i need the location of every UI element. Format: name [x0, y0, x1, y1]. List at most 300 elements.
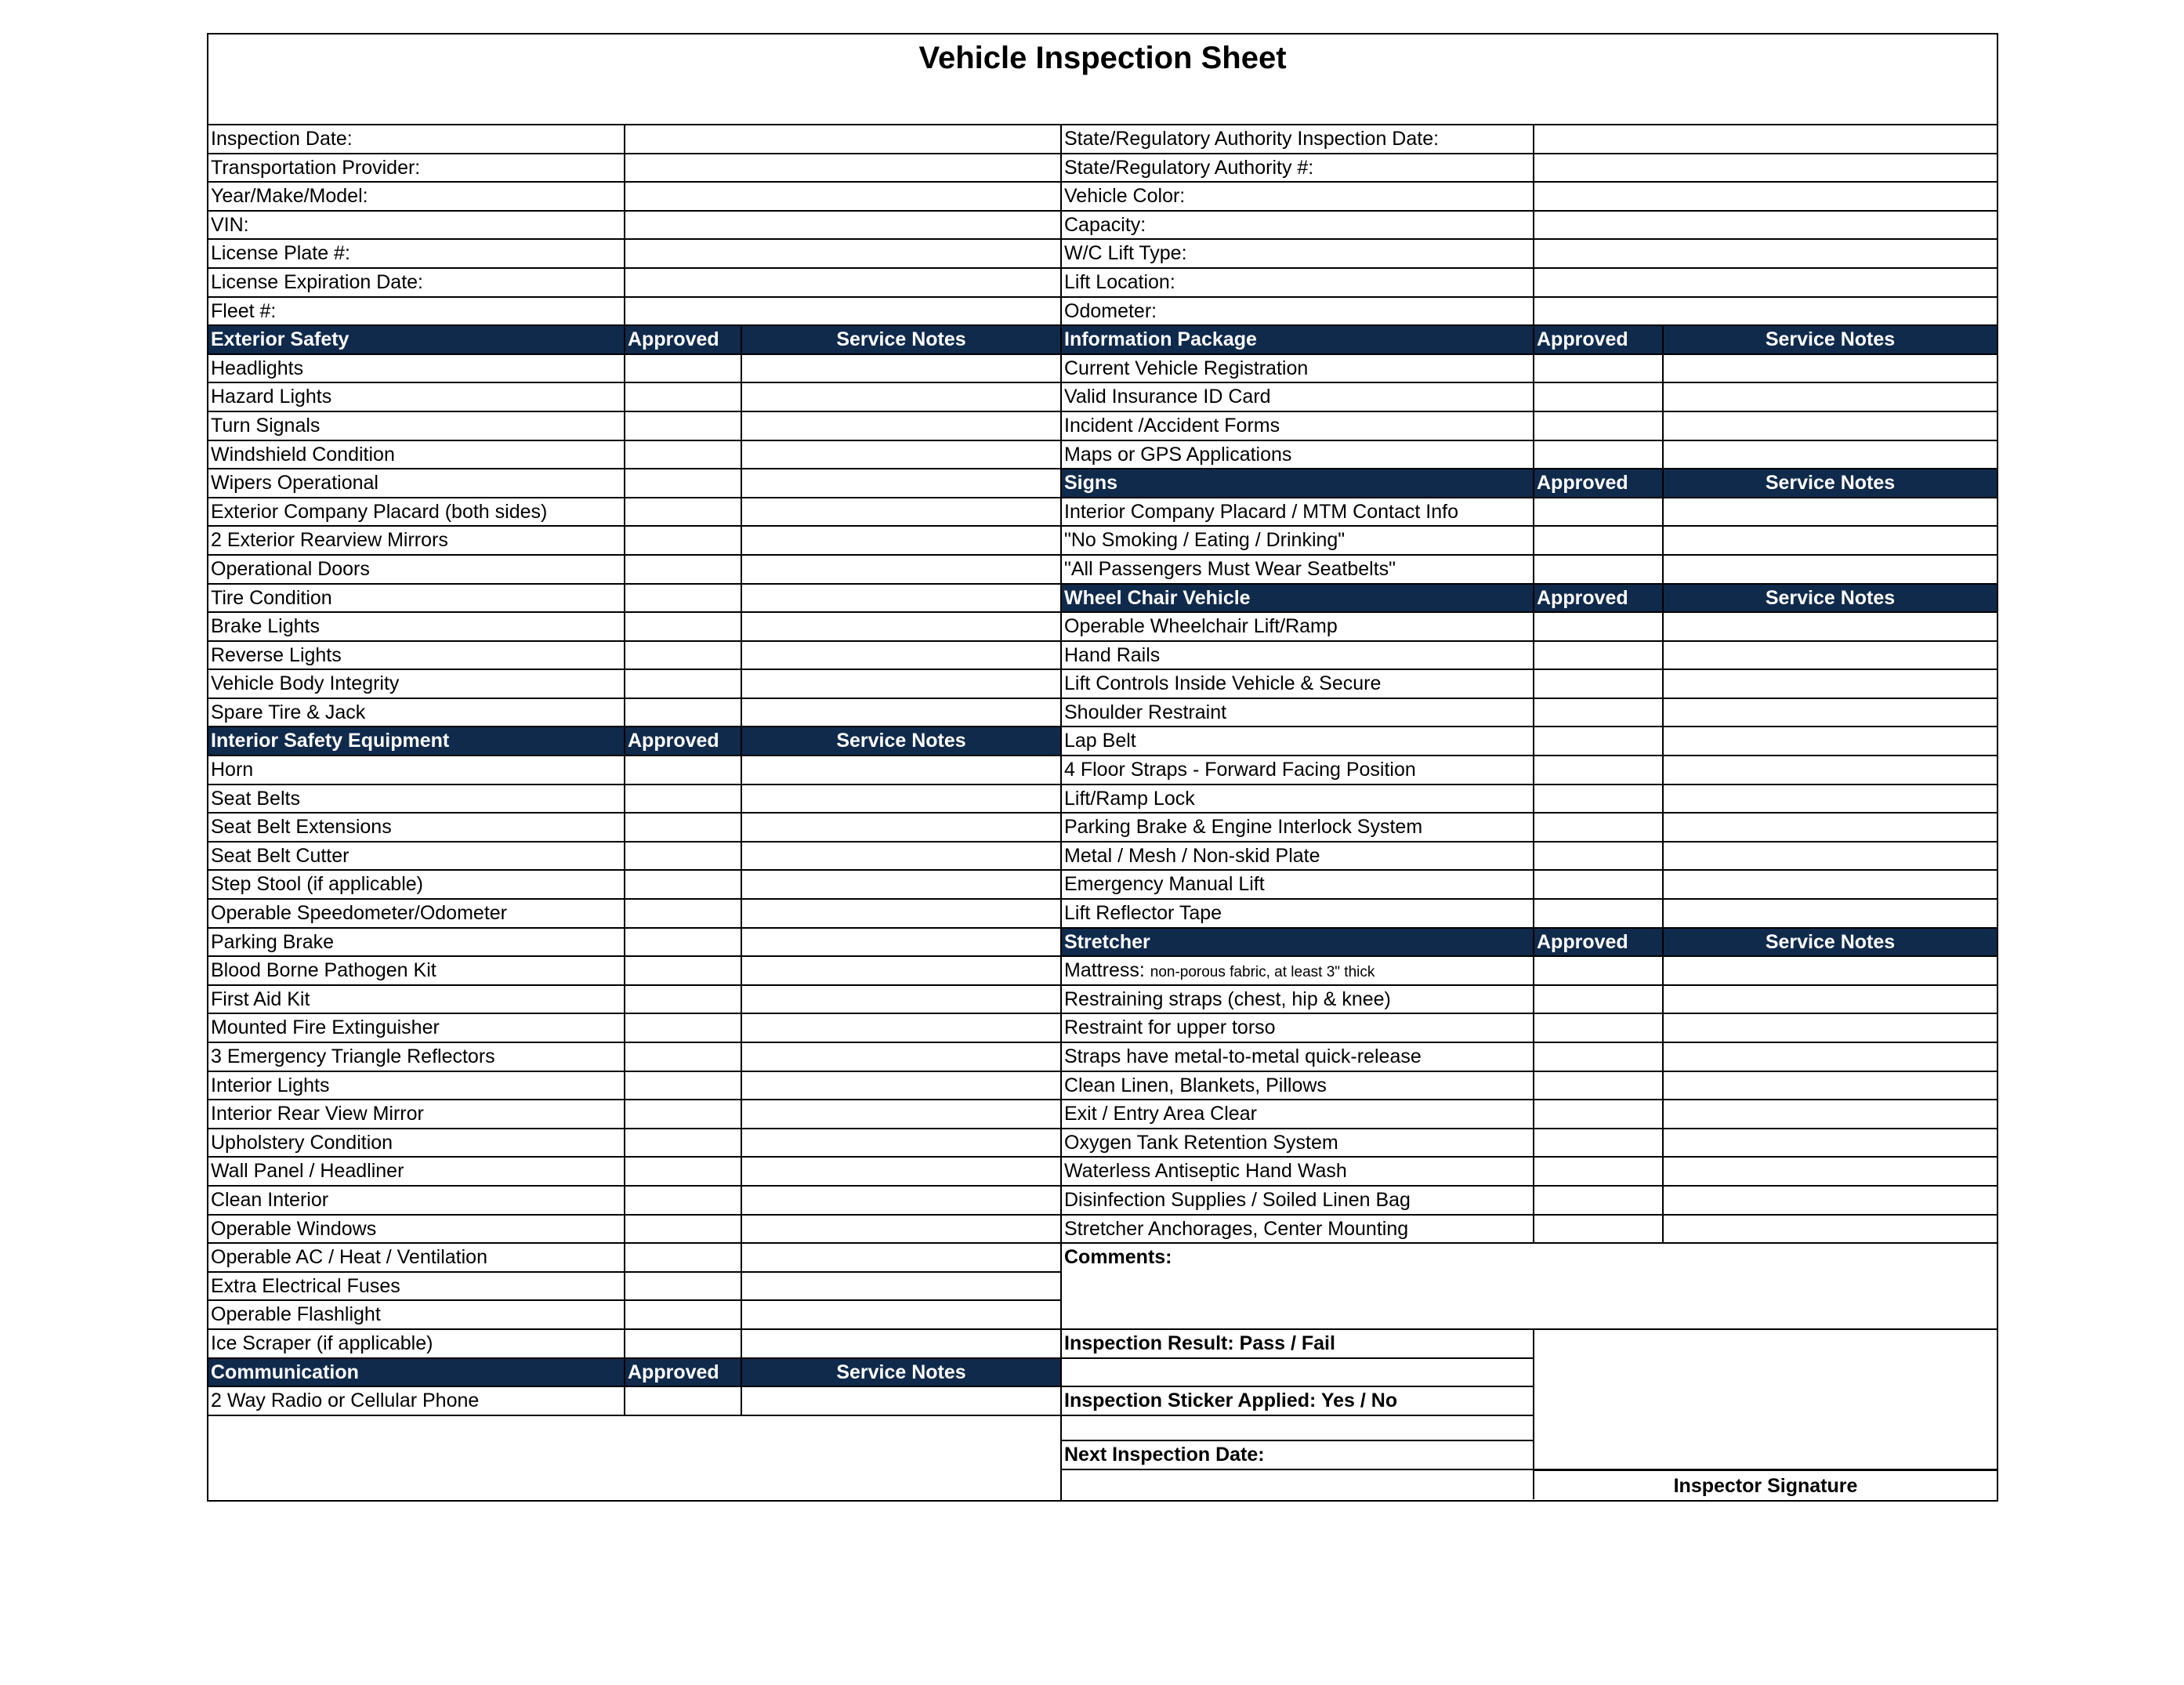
approved-field[interactable] [1534, 756, 1664, 784]
wheelchair-item-label: Lift Reflector Tape [1062, 900, 1534, 927]
authority-info-label: Lift Location: [1062, 269, 1534, 296]
service-notes-field[interactable] [1664, 441, 1997, 469]
exterior-item-label: Exterior Company Placard (both sides) [208, 498, 625, 526]
interior-item-label: Operable Speedometer/Odometer [208, 900, 625, 927]
exterior-title: Exterior Safety [208, 326, 625, 353]
approved-field[interactable] [1534, 441, 1664, 469]
signature-box[interactable] [1534, 1330, 1997, 1499]
service-notes-field[interactable] [742, 1387, 1060, 1415]
approved-field[interactable] [625, 1273, 742, 1300]
service-notes-field[interactable] [742, 1014, 1060, 1042]
service-notes-field[interactable] [1664, 1187, 1997, 1214]
service-notes-field[interactable] [1664, 1216, 1997, 1243]
exterior-item-label: Windshield Condition [208, 441, 625, 469]
checklist-row [1062, 670, 1997, 699]
checklist-row [208, 1100, 1060, 1129]
info-row [208, 269, 1060, 298]
authority-info-label: Vehicle Color: [1062, 183, 1534, 210]
wheelchair-item-label: 4 Floor Straps - Forward Facing Position [1062, 756, 1534, 784]
checklist-row [208, 871, 1060, 900]
exterior-item-label: Wipers Operational [208, 469, 625, 497]
approved-field[interactable] [625, 585, 742, 612]
checklist-row [1062, 1043, 1997, 1072]
approved-field[interactable] [1534, 871, 1664, 898]
service-notes-field[interactable] [742, 929, 1060, 956]
service-notes-field[interactable] [742, 871, 1060, 898]
signs-item-label: Interior Company Placard / MTM Contact Info [1062, 498, 1534, 526]
approved-field[interactable] [625, 613, 742, 640]
vehicle-info-value-field[interactable] [625, 269, 1060, 296]
info-row [208, 183, 1060, 212]
service-notes-field[interactable] [742, 814, 1060, 841]
vehicle-info-value-field[interactable] [625, 154, 1060, 182]
result-block [1062, 1330, 1997, 1499]
checklist-row [1062, 412, 1997, 441]
approved-field[interactable] [1534, 412, 1664, 440]
approved-field[interactable] [625, 1014, 742, 1042]
approved-field[interactable] [625, 527, 742, 554]
vehicle-info-label: Transportation Provider: [208, 154, 625, 182]
vehicle-info-label: VIN: [208, 212, 625, 239]
vehicle-info-label: Year/Make/Model: [208, 183, 625, 210]
wheelchair-item-label: Lap Belt [1062, 727, 1534, 755]
inspection-result-field-text [1062, 1359, 1533, 1386]
service-notes-field[interactable] [1664, 871, 1997, 898]
authority-info-label: State/Regulatory Authority #: [1062, 154, 1534, 182]
vehicle-info-value-field[interactable] [625, 240, 1060, 267]
approved-field[interactable] [1534, 383, 1664, 411]
service-notes-header: Service Notes [742, 727, 1060, 755]
service-notes-field[interactable] [742, 699, 1060, 727]
service-notes-field[interactable] [742, 1216, 1060, 1243]
service-notes-field[interactable] [742, 1158, 1060, 1185]
vehicle-info-label: Fleet #: [208, 298, 625, 325]
approved-field[interactable] [625, 1043, 742, 1071]
vehicle-info-value-field[interactable] [625, 298, 1060, 325]
approved-field[interactable] [1534, 498, 1664, 526]
service-notes-header: Service Notes [1664, 326, 1997, 353]
approved-field[interactable] [1534, 355, 1664, 382]
approved-header: Approved [1534, 929, 1664, 956]
info-row [208, 125, 1060, 154]
checklist-row [208, 613, 1060, 642]
service-notes-field[interactable] [1664, 1158, 1997, 1185]
stretcher-item-label: Straps have metal-to-metal quick-release [1062, 1043, 1534, 1071]
approved-header: Approved [625, 1359, 742, 1386]
approved-field[interactable] [625, 670, 742, 698]
checklist-row [1062, 900, 1997, 929]
comments-label: Comments: [1064, 1246, 1172, 1269]
interior-item-label: Mounted Fire Extinguisher [208, 1014, 625, 1042]
inspection-result-label-text: Inspection Result: Pass / Fail [1064, 1332, 1335, 1355]
inspection-sticker-label [1062, 1387, 1533, 1416]
exterior-item-label: Operational Doors [208, 556, 625, 583]
service-notes-field[interactable] [1664, 670, 1997, 698]
checklist-row [1062, 498, 1997, 527]
stretcher-item-label: Disinfection Supplies / Soiled Linen Bag [1062, 1187, 1534, 1214]
checklist-row [208, 670, 1060, 699]
checklist-row [208, 756, 1060, 785]
approved-field[interactable] [1534, 1100, 1664, 1128]
approved-field[interactable] [625, 1158, 742, 1185]
service-notes-field[interactable] [742, 900, 1060, 927]
service-notes-field[interactable] [1664, 1100, 1997, 1128]
right-column [1062, 125, 1997, 1499]
approved-field[interactable] [1534, 986, 1664, 1013]
approved-field[interactable] [1534, 814, 1664, 841]
approved-field[interactable] [625, 756, 742, 784]
checklist-row [1062, 957, 1997, 986]
checklist-row [1062, 1129, 1997, 1158]
communication-item-label: 2 Way Radio or Cellular Phone [208, 1387, 625, 1415]
next-inspection-date-label-text: Next Inspection Date: [1064, 1443, 1265, 1466]
service-notes-field[interactable] [742, 842, 1060, 870]
approved-field[interactable] [625, 699, 742, 727]
authority-info-label: Capacity: [1062, 212, 1534, 239]
service-notes-field[interactable] [742, 383, 1060, 411]
service-notes-field[interactable] [742, 1301, 1060, 1328]
checklist-row [208, 1043, 1060, 1072]
checklist-row [1062, 842, 1997, 871]
approved-field[interactable] [1534, 613, 1664, 640]
authority-info-value-field[interactable] [1534, 183, 1997, 210]
inspection-sticker-label-text: Inspection Sticker Applied: Yes / No [1064, 1390, 1398, 1412]
approved-field[interactable] [625, 441, 742, 469]
info-row [1062, 298, 1997, 327]
signature-line [1534, 1469, 1997, 1471]
authority-info-label: Odometer: [1062, 298, 1534, 325]
inspector-signature-label: Inspector Signature [1673, 1475, 1858, 1498]
approved-field[interactable] [1534, 699, 1664, 727]
service-notes-field[interactable] [1664, 383, 1997, 411]
exterior-item-label: Spare Tire & Jack [208, 699, 625, 727]
stretcher-item-label: Waterless Antiseptic Hand Wash [1062, 1158, 1534, 1185]
service-notes-field[interactable] [742, 1273, 1060, 1300]
approved-field[interactable] [1534, 1216, 1664, 1243]
inspection-sheet [207, 33, 1998, 1502]
approved-field[interactable] [625, 1387, 742, 1415]
approved-field[interactable] [625, 498, 742, 526]
approved-field[interactable] [1534, 1043, 1664, 1071]
approved-field[interactable] [625, 986, 742, 1013]
service-notes-header: Service Notes [1664, 469, 1997, 497]
vehicle-info-value-field[interactable] [625, 125, 1060, 153]
approved-field[interactable] [625, 900, 742, 927]
approved-field[interactable] [1534, 642, 1664, 669]
approved-field[interactable] [625, 785, 742, 813]
communication-title: Communication [208, 1359, 625, 1386]
service-notes-field[interactable] [1664, 986, 1997, 1013]
wheelchair-item-label: Lift Controls Inside Vehicle & Secure [1062, 670, 1534, 698]
approved-field[interactable] [1534, 1014, 1664, 1042]
service-notes-header: Service Notes [742, 1359, 1060, 1386]
vehicle-info-value-field[interactable] [625, 183, 1060, 210]
vehicle-info-value-field[interactable] [625, 212, 1060, 239]
checklist-row [1062, 527, 1997, 556]
checklist-row [1062, 699, 1997, 728]
next-inspection-date-field[interactable] [1062, 1470, 1533, 1499]
approved-field[interactable] [1534, 957, 1664, 984]
service-notes-field[interactable] [1664, 756, 1997, 784]
stretcher-item-label: Clean Linen, Blankets, Pillows [1062, 1072, 1534, 1100]
approved-field[interactable] [625, 871, 742, 898]
approved-field[interactable] [1534, 785, 1664, 813]
service-notes-field[interactable] [1664, 814, 1997, 841]
service-notes-field[interactable] [1664, 527, 1997, 554]
exterior-item-label: Reverse Lights [208, 642, 625, 669]
service-notes-field[interactable] [1664, 1129, 1997, 1157]
service-notes-field[interactable] [742, 1330, 1060, 1357]
service-notes-header: Service Notes [1664, 929, 1997, 956]
exterior-item-label: Brake Lights [208, 613, 625, 640]
checklist-row [1062, 642, 1997, 671]
approved-field[interactable] [625, 1216, 742, 1243]
approved-header: Approved [1534, 469, 1664, 497]
approved-field[interactable] [1534, 842, 1664, 870]
interior-item-label: 3 Emergency Triangle Reflectors [208, 1043, 625, 1071]
service-notes-field[interactable] [742, 756, 1060, 784]
wheelchair-item-label: Shoulder Restraint [1062, 699, 1534, 727]
service-notes-field[interactable] [1664, 613, 1997, 640]
checklist-row [1062, 727, 1997, 756]
wheelchair-item-label: Lift/Ramp Lock [1062, 785, 1534, 813]
service-notes-field[interactable] [1664, 957, 1997, 984]
stretcher-item-label: Oxygen Tank Retention System [1062, 1129, 1534, 1157]
info_package-title: Information Package [1062, 326, 1534, 353]
service-notes-field[interactable] [1664, 842, 1997, 870]
exterior-item-label: Headlights [208, 355, 625, 382]
checklist-row [1062, 785, 1997, 814]
checklist-row [208, 527, 1060, 556]
service-notes-field[interactable] [742, 1072, 1060, 1100]
interior-item-label: Clean Interior [208, 1187, 625, 1214]
wheelchair-item-label: Operable Wheelchair Lift/Ramp [1062, 613, 1534, 640]
authority-info-value-field[interactable] [1534, 269, 1997, 296]
approved-field[interactable] [1534, 1129, 1664, 1157]
info-row [1062, 212, 1997, 241]
approved-field[interactable] [625, 355, 742, 382]
service-notes-field[interactable] [742, 1100, 1060, 1128]
service-notes-field[interactable] [742, 441, 1060, 469]
info-row [208, 154, 1060, 183]
checklist-row [1062, 756, 1997, 785]
info_package-header [1062, 326, 1997, 355]
approved-field[interactable] [1534, 527, 1664, 554]
info-row [1062, 269, 1997, 298]
service-notes-field[interactable] [742, 585, 1060, 612]
comments-box[interactable] [1062, 1244, 1997, 1330]
service-notes-field[interactable] [742, 1129, 1060, 1157]
approved-field[interactable] [625, 1330, 742, 1357]
service-notes-field[interactable] [742, 527, 1060, 554]
vehicle-info-label: Inspection Date: [208, 125, 625, 153]
info-row [1062, 240, 1997, 269]
checklist-row [1062, 441, 1997, 470]
interior-item-label: Step Stool (if applicable) [208, 871, 625, 898]
signs-title: Signs [1062, 469, 1534, 497]
interior-item-label: Wall Panel / Headliner [208, 1158, 625, 1185]
interior-item-label: Ice Scraper (if applicable) [208, 1330, 625, 1357]
info-row [208, 240, 1060, 269]
checklist-row [208, 929, 1060, 958]
approved-field[interactable] [625, 1100, 742, 1128]
approved-header: Approved [1534, 326, 1664, 353]
service-notes-field[interactable] [1664, 1043, 1997, 1071]
service-notes-field[interactable] [1664, 727, 1997, 755]
approved-field[interactable] [625, 556, 742, 583]
service-notes-field[interactable] [742, 785, 1060, 813]
signs-item-label: "No Smoking / Eating / Drinking" [1062, 527, 1534, 554]
service-notes-field[interactable] [1664, 1072, 1997, 1100]
approved-field[interactable] [625, 1187, 742, 1214]
approved-field[interactable] [625, 929, 742, 956]
approved-field[interactable] [1534, 1187, 1664, 1214]
service-notes-field[interactable] [742, 613, 1060, 640]
checklist-row [208, 642, 1060, 671]
vehicle-info-label: License Expiration Date: [208, 269, 625, 296]
approved-field[interactable] [1534, 556, 1664, 583]
checklist-row [1062, 556, 1997, 585]
checklist-row [208, 785, 1060, 814]
stretcher-item-label [1062, 957, 1534, 984]
checklist-row [208, 441, 1060, 470]
interior-item-label: Blood Borne Pathogen Kit [208, 957, 625, 984]
exterior-item-label: Hazard Lights [208, 383, 625, 411]
inspection-result-label [1062, 1330, 1533, 1359]
approved-field[interactable] [1534, 1072, 1664, 1100]
service-notes-field[interactable] [742, 1244, 1060, 1271]
checklist-row [1062, 1187, 1997, 1216]
vehicle-info-label: License Plate #: [208, 240, 625, 267]
info_package-item-label: Incident /Accident Forms [1062, 412, 1534, 440]
info-row [208, 212, 1060, 241]
checklist-row [208, 986, 1060, 1015]
interior-item-label: Operable Windows [208, 1216, 625, 1243]
stretcher-header [1062, 929, 1997, 958]
approved-field[interactable] [625, 1244, 742, 1271]
next-inspection-date-field-text [1062, 1470, 1533, 1499]
checklist-row [208, 900, 1060, 929]
interior-item-label: Upholstery Condition [208, 1129, 625, 1157]
signs-item-label: "All Passengers Must Wear Seatbelts" [1062, 556, 1534, 583]
checklist-row [1062, 1158, 1997, 1187]
service-notes-field[interactable] [742, 986, 1060, 1013]
service-notes-field[interactable] [1664, 900, 1997, 927]
authority-info-value-field[interactable] [1534, 125, 1997, 153]
approved-field[interactable] [1534, 670, 1664, 698]
interior-item-label: First Aid Kit [208, 986, 625, 1013]
approved-field[interactable] [625, 1129, 742, 1157]
wheelchair-title: Wheel Chair Vehicle [1062, 585, 1534, 612]
service-notes-field[interactable] [1664, 355, 1997, 382]
interior-item-label: Parking Brake [208, 929, 625, 956]
checklist-row [208, 1216, 1060, 1245]
checklist-row [208, 1301, 1060, 1330]
authority-info-value-field[interactable] [1534, 212, 1997, 239]
checklist-row [1062, 986, 1997, 1015]
interior-item-label: Operable Flashlight [208, 1301, 625, 1328]
service-notes-field[interactable] [1664, 1014, 1997, 1042]
approved-field[interactable] [625, 957, 742, 984]
checklist-row [208, 1187, 1060, 1216]
wheelchair-item-label: Emergency Manual Lift [1062, 871, 1534, 898]
service-notes-field[interactable] [742, 957, 1060, 984]
authority-info-value-field[interactable] [1534, 154, 1997, 182]
service-notes-field[interactable] [742, 355, 1060, 382]
service-notes-field[interactable] [742, 670, 1060, 698]
approved-field[interactable] [1534, 727, 1664, 755]
service-notes-field[interactable] [1664, 785, 1997, 813]
checklist-row [208, 355, 1060, 384]
service-notes-field[interactable] [742, 642, 1060, 669]
checklist-row [208, 1244, 1060, 1273]
service-notes-field[interactable] [742, 1043, 1060, 1071]
checklist-row [208, 1273, 1060, 1302]
service-notes-field[interactable] [1664, 412, 1997, 440]
approved-field[interactable] [1534, 900, 1664, 927]
result-fields [1062, 1330, 1534, 1499]
stretcher-item-label: Restraining straps (chest, hip & knee) [1062, 986, 1534, 1013]
approved-header: Approved [625, 727, 742, 755]
title-row [208, 34, 1997, 125]
checklist-row [1062, 383, 1997, 412]
interior-item-label: Interior Rear View Mirror [208, 1100, 625, 1128]
approved-field[interactable] [625, 842, 742, 870]
interior-item-label: Seat Belts [208, 785, 625, 813]
signs-header [1062, 469, 1997, 498]
next-inspection-date-label [1062, 1441, 1533, 1470]
approved-field[interactable] [625, 1072, 742, 1100]
approved-field[interactable] [625, 383, 742, 411]
service-notes-field[interactable] [742, 1187, 1060, 1214]
authority-info-value-field[interactable] [1534, 240, 1997, 267]
checklist-row [1062, 1216, 1997, 1245]
info_package-item-label: Maps or GPS Applications [1062, 441, 1534, 469]
approved-field[interactable] [625, 642, 742, 669]
authority-info-value-field[interactable] [1534, 298, 1997, 325]
approved-field[interactable] [625, 1301, 742, 1328]
service-notes-field[interactable] [1664, 498, 1997, 526]
mattress-note: non-porous fabric, at least 3" thick [1150, 964, 1375, 981]
service-notes-field[interactable] [1664, 556, 1997, 583]
approved-field[interactable] [625, 469, 742, 497]
approved-field[interactable] [1534, 1158, 1664, 1185]
mattress-label: Mattress: [1064, 959, 1145, 982]
inspection-result-field[interactable] [1062, 1359, 1533, 1388]
checklist-row [208, 1158, 1060, 1187]
checklist-row [208, 498, 1060, 527]
inspection-sticker-field[interactable] [1062, 1416, 1533, 1441]
checklist-row [208, 469, 1060, 498]
service-notes-field[interactable] [1664, 642, 1997, 669]
checklist-row [208, 383, 1060, 412]
service-notes-field[interactable] [1664, 699, 1997, 727]
service-notes-field[interactable] [742, 556, 1060, 583]
checklist-row [1062, 355, 1997, 384]
checklist-row [1062, 871, 1997, 900]
service-notes-field[interactable] [742, 412, 1060, 440]
checklist-row [208, 556, 1060, 585]
service-notes-field[interactable] [742, 469, 1060, 497]
communication-header [208, 1359, 1060, 1388]
stretcher-item-label: Stretcher Anchorages, Center Mounting [1062, 1216, 1534, 1243]
checklist-row [208, 842, 1060, 871]
info_package-item-label: Current Vehicle Registration [1062, 355, 1534, 382]
checklist-row [1062, 1072, 1997, 1101]
approved-field[interactable] [625, 412, 742, 440]
service-notes-field[interactable] [742, 498, 1060, 526]
approved-field[interactable] [625, 814, 742, 841]
